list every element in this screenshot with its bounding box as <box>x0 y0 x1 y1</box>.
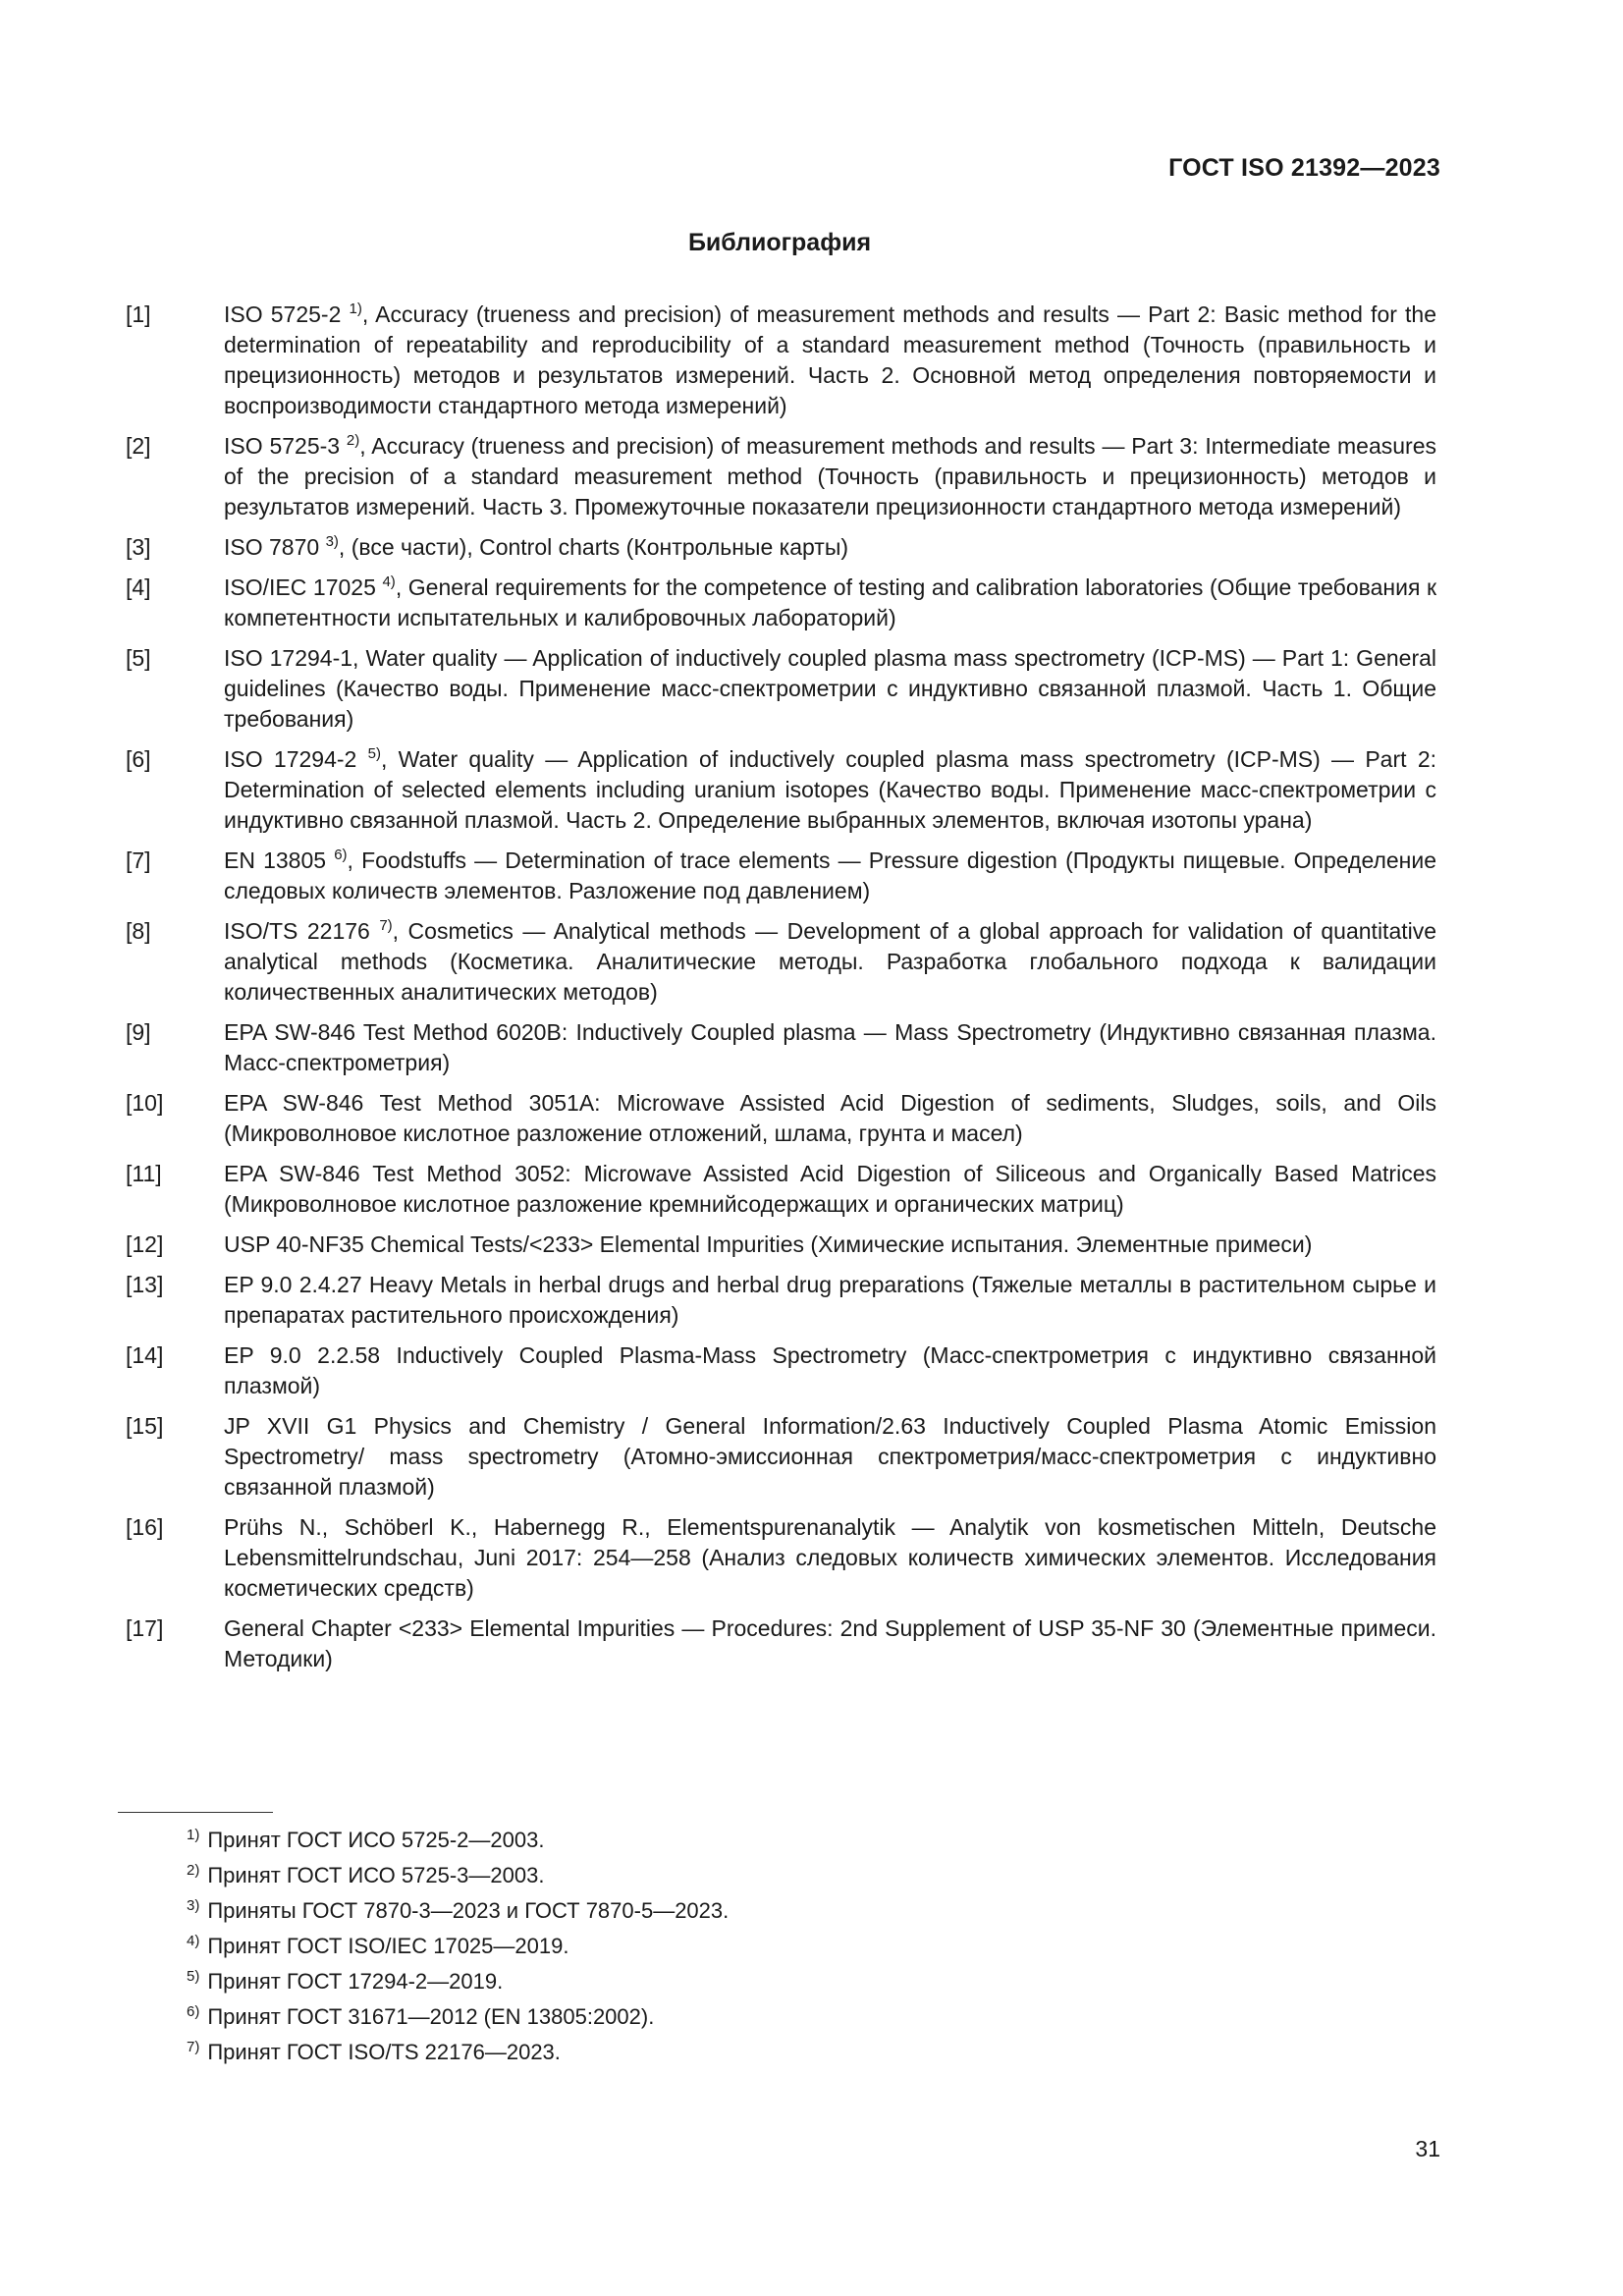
footnote <box>187 1968 1168 1995</box>
footnote-marker: 4) <box>382 574 396 590</box>
entry-description: (все части), Control charts (Контрольные карты) <box>351 534 849 560</box>
footnote-marker: 3) <box>325 533 339 550</box>
footnote <box>187 2039 1168 2066</box>
entry-text <box>224 1512 1436 1604</box>
entry-number: [14] <box>126 1342 164 1368</box>
entry-number: [13] <box>126 1272 164 1297</box>
footnote-mark: 1) <box>187 1827 200 1843</box>
bibliography-entry <box>126 744 1436 836</box>
footnote-mark: 7) <box>187 2039 200 2055</box>
entry-number: [5] <box>126 645 151 671</box>
document-code-header: ГОСТ ISO 21392—2023 <box>1168 154 1440 182</box>
entry-number: [3] <box>126 534 151 560</box>
entry-text: ISO 5725-2 $^{1)}$, Accuracy (trueness and precision) of measurement methods and results — Part 2: Basic method for the determination of repeatability and reproducibility of a standard measurement method (Точность (правильность и прецизионность) методов и результатов измерений. Часть 2. Основной метод определения повторяемости и воспроизводимости стандартного метода измерений) <box>224 301 1437 418</box>
footnote <box>187 1933 1168 1960</box>
bibliography-entry <box>126 1230 1436 1260</box>
entry-text <box>224 1613 1436 1674</box>
entry-number: [9] <box>126 1019 151 1045</box>
entry-standard-ref: ISO/TS 22176 <box>224 918 370 944</box>
entry-description: USP 40-NF35 Chemical Tests/<233> Elemental Impurities (Химические испытания. Элементные примеси) <box>224 1231 1313 1257</box>
footnotes-list <box>187 1827 1168 2074</box>
footnote <box>187 1897 1168 1925</box>
bibliography-entry <box>126 532 1436 563</box>
entry-description: JP XVII G1 Physics and Chemistry / General Information/2.63 Inductively Coupled Plasma Atomic Emission Spectrometry/ mass spectrometry (Атомно-эмиссионная спектрометрия/масс-спектрометрия с индуктивно связанной плазмой) <box>224 1413 1436 1500</box>
entry-text <box>224 643 1436 735</box>
entry-standard-ref: ISO/IEC 17025 <box>224 574 376 600</box>
entry-description: EPA SW-846 Test Method 6020B: Inductively Coupled plasma — Mass Spectrometry (Индуктивно связанная плазма. Масс-спектрометрия) <box>224 1019 1436 1075</box>
footnote-text: Принят ГОСТ 31671—2012 (EN 13805:2002). <box>207 2004 655 2029</box>
entry-standard-ref: ISO 17294-1, <box>224 645 359 671</box>
bibliography-entry <box>126 1512 1436 1604</box>
entry-number: [6] <box>126 746 151 772</box>
entry-number: [4] <box>126 574 151 600</box>
footnote-mark: 2) <box>187 1862 200 1879</box>
footnote-mark: 6) <box>187 2003 200 2020</box>
entry-text: ISO 5725-3 $^{2)}$, Accuracy (trueness and precision) of measurement methods and results — Part 3: Intermediate measures of the precision of a standard measurement method (Точность (правильность и прецизионность) методов и результатов измерений. Часть 3. Промежуточные показатели прецизионности стандартного метода измерений) <box>224 432 1436 519</box>
entry-text <box>224 1340 1436 1401</box>
footnote-text: Приняты ГОСТ 7870-3—2023 и ГОСТ 7870-5—2023. <box>207 1898 730 1923</box>
entry-number: [1] <box>126 301 151 327</box>
entry-number: [15] <box>126 1413 164 1439</box>
entry-text: ISO/IEC 17025 $^{4)}$, General requirements for the competence of testing and calibration laboratories (Общие требования к компетентности испытательных и калибровочных лабораторий) <box>224 574 1437 630</box>
bibliography-entry <box>126 1613 1436 1674</box>
entry-text: EN 13805 $^{6)}$, Foodstuffs — Determination of trace elements — Pressure digestion (Продукты пищевые. Определение следовых количеств элементов. Разложение под давлением) <box>224 847 1437 903</box>
entry-description: Foodstuffs — Determination of trace elements — Pressure digestion (Продукты пищевые. Определение следовых количеств элементов. Разложение под давлением) <box>224 847 1437 903</box>
entry-number: [7] <box>126 847 151 873</box>
footnote-text: Принят ГОСТ ИСО 5725-2—2003. <box>207 1828 545 1852</box>
bibliography-title: Библиография <box>687 229 872 256</box>
footnote-text: Принят ГОСТ ISO/IEC 17025—2019. <box>207 1934 569 1958</box>
entry-number: [16] <box>126 1514 164 1540</box>
bibliography-entry <box>126 916 1436 1008</box>
entry-description: EPA SW-846 Test Method 3051A: Microwave Assisted Acid Digestion of sediments, Sludges, soils, and Oils (Микроволновое кислотное разложение отложений, шлама, грунта и масел) <box>224 1090 1436 1146</box>
entry-description: General requirements for the competence of testing and calibration laboratories (Общие требования к компетентности испытательных и калибровочных лабораторий) <box>224 574 1437 630</box>
bibliography-entry <box>126 573 1436 633</box>
bibliography-entry <box>126 431 1436 522</box>
entry-number: [10] <box>126 1090 164 1116</box>
entry-standard-ref: EN 13805 <box>224 847 327 873</box>
footnote-mark: 5) <box>187 1968 200 1985</box>
bibliography-entry <box>126 643 1436 735</box>
bibliography-entry <box>126 1340 1436 1401</box>
entry-standard-ref: ISO 5725-2 <box>224 301 342 327</box>
footnote-marker: 6) <box>334 847 348 863</box>
entry-text <box>224 1411 1436 1503</box>
entry-standard-ref: ISO 7870 <box>224 534 320 560</box>
entry-number: [11] <box>126 1161 162 1186</box>
entry-number: [17] <box>126 1615 164 1641</box>
footnote-divider <box>118 1812 273 1813</box>
page-number: 31 <box>1415 2136 1440 2161</box>
bibliography-entry <box>126 1017 1436 1078</box>
footnote-mark: 3) <box>187 1897 200 1914</box>
entry-text <box>224 1088 1436 1149</box>
entry-description: Accuracy (trueness and precision) of measurement methods and results — Part 2: Basic method for the determination of repeatability and reproducibility of a standard measurement method (Точность (правильность и прецизионность) методов и результатов измерений. Часть 2. Основной метод определения повторяемости и воспроизводимости стандартного метода измерений) <box>224 301 1437 418</box>
entry-standard-ref: ISO 17294-2 <box>224 746 357 772</box>
entry-description: Prühs N., Schöberl K., Habernegg R., Elementspurenanalytik — Analytik von kosmetischen Mitteln, Deutsche Lebensmittelrundschau, Juni 2017: 254—258 (Анализ следовых количеств химических элементов. Исследования косметических средств) <box>224 1514 1436 1601</box>
footnote <box>187 1862 1168 1889</box>
entry-text <box>224 1270 1436 1331</box>
entry-text: ISO 7870 $^{3)}$, (все части), Control charts (Контрольные карты) <box>224 533 849 560</box>
entry-text <box>224 1159 1436 1220</box>
entry-number: [8] <box>126 918 151 944</box>
bibliography-entry <box>126 1411 1436 1503</box>
footnote-text: Принят ГОСТ ISO/TS 22176—2023. <box>207 2040 561 2064</box>
entry-standard-ref: ISO 5725-3 <box>224 433 341 459</box>
entry-text <box>224 1230 1436 1260</box>
bibliography-list <box>126 300 1436 1684</box>
entry-description: EPA SW-846 Test Method 3052: Microwave Assisted Acid Digestion of Siliceous and Organically Based Matrices (Микроволновое кислотное разложение кремнийсодержащих и органических матриц) <box>224 1161 1436 1217</box>
bibliography-entry <box>126 300 1436 421</box>
entry-description: Water quality — Application of inductively coupled plasma mass spectrometry (ICP-MS) — Part 2: Determination of selected elements including uranium isotopes (Качество воды. Применение масс-спектрометрии с индуктивно связанной плазмой. Часть 2. Определение выбранных элементов, включая изотопы урана) <box>224 746 1437 833</box>
entry-text <box>224 1017 1436 1078</box>
footnote-marker: 7) <box>379 917 393 934</box>
footnote-marker: 1) <box>349 301 362 317</box>
bibliography-entry <box>126 1270 1436 1331</box>
footnote-mark: 4) <box>187 1933 200 1949</box>
footnote <box>187 2003 1168 2031</box>
entry-number: [2] <box>126 433 151 459</box>
bibliography-entry <box>126 846 1436 906</box>
entry-description: EP 9.0 2.2.58 Inductively Coupled Plasma-Mass Spectrometry (Масс-спектрометрия с индуктивно связанной плазмой) <box>224 1342 1436 1398</box>
entry-description: EP 9.0 2.4.27 Heavy Metals in herbal drugs and herbal drug preparations (Тяжелые металлы в растительном сырье и препаратах растительного происхождения) <box>224 1272 1436 1328</box>
bibliography-entry <box>126 1088 1436 1149</box>
bibliography-entry <box>126 1159 1436 1220</box>
footnote <box>187 1827 1168 1854</box>
entry-text: ISO/TS 22176 $^{7)}$, Cosmetics — Analytical methods — Development of a global approach for validation of quantitative analytical methods (Косметика. Аналитические методы. Разработка глобального подхода к валидации количественных аналитических методов) <box>224 917 1437 1005</box>
entry-number: [12] <box>126 1231 164 1257</box>
entry-text: ISO 17294-2 $^{5)}$, Water quality — Application of inductively coupled plasma mass spectrometry (ICP-MS) — Part 2: Determination of selected elements including uranium isotopes (Качество воды. Применение масс-спектрометрии с индуктивно связанной плазмой. Часть 2. Определение выбранных элементов, включая изотопы урана) <box>224 745 1437 833</box>
footnote-marker: 5) <box>367 745 381 762</box>
entry-description: Water quality — Application of inductively coupled plasma mass spectrometry (ICP-MS) — Part 1: General guidelines (Качество воды. Применение масс-спектрометрии с индуктивно связанной плазмой. Часть 1. Общие требования) <box>224 645 1437 732</box>
footnote-marker: 2) <box>346 432 360 449</box>
entry-description: Accuracy (trueness and precision) of measurement methods and results — Part 3: Intermediate measures of the precision of a standard measurement method (Точность (правильность и прецизионность) методов и результатов измерений. Часть 3. Промежуточные показатели прецизионности стандартного метода измерений) <box>224 433 1436 519</box>
entry-description: General Chapter <233> Elemental Impurities — Procedures: 2nd Supplement of USP 35-NF 30 (Элементные примеси. Методики) <box>224 1615 1436 1671</box>
footnote-text: Принят ГОСТ ИСО 5725-3—2003. <box>207 1863 545 1887</box>
entry-description: Cosmetics — Analytical methods — Development of a global approach for validation of quantitative analytical methods (Косметика. Аналитические методы. Разработка глобального подхода к валидации количественных аналитических методов) <box>224 918 1437 1005</box>
footnote-text: Принят ГОСТ 17294-2—2019. <box>207 1969 504 1994</box>
